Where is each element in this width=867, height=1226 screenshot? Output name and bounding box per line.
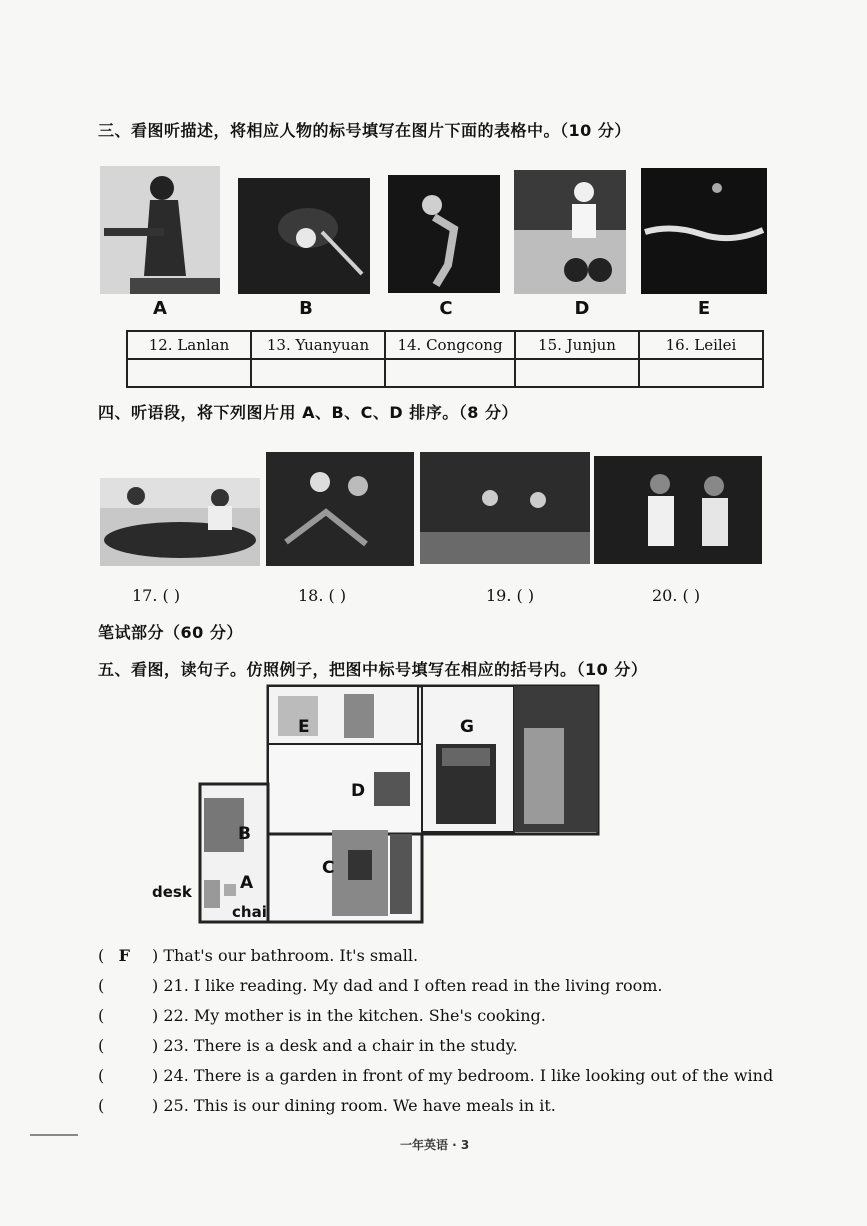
open-bracket: (: [98, 1006, 105, 1025]
plan-letter-c: C: [322, 858, 335, 878]
photo-c: [388, 175, 500, 293]
answer-cell[interactable]: [385, 359, 515, 387]
order-item-17[interactable]: 17. ( ): [132, 586, 181, 605]
photo-a: [100, 166, 220, 294]
sentence-24[interactable]: [98, 1066, 781, 1085]
photo-e: [641, 168, 767, 294]
example-sentence: [98, 946, 418, 965]
page-footer: 一年英语 · 3: [400, 1138, 470, 1152]
photo-20: [594, 456, 762, 564]
section3-heading: 三、看图听描述，将相应人物的标号填写在图片下面的表格中。（10 分）: [98, 121, 631, 140]
photo-19: [420, 452, 590, 564]
open-bracket: (: [98, 1036, 105, 1055]
sentence-text: ) 22. My mother is in the kitchen. She's cooking.: [152, 1006, 546, 1025]
answer-cell[interactable]: [127, 359, 251, 387]
order-item-18[interactable]: 18. ( ): [298, 586, 347, 605]
plan-word-desk: desk: [152, 883, 192, 901]
table-header-cell: 12. Lanlan: [127, 331, 251, 359]
open-bracket: ( F: [98, 946, 152, 965]
answer-table: [126, 330, 764, 388]
plan-word-chair: chai: [232, 903, 267, 921]
table-header-cell: 13. Yuanyuan: [251, 331, 385, 359]
answer-cell[interactable]: [515, 359, 639, 387]
photo-label-b: B: [299, 298, 313, 319]
table-header-cell: 14. Congcong: [385, 331, 515, 359]
sentence-21[interactable]: [98, 976, 663, 995]
floor-plan: [198, 684, 602, 924]
example-answer: F: [118, 946, 130, 965]
plan-letter-a: A: [240, 873, 254, 893]
example-text: ) That's our bathroom. It's small.: [152, 946, 419, 965]
open-bracket: (: [98, 1066, 105, 1085]
photo-label-c: C: [439, 298, 453, 319]
photo-b: [238, 178, 370, 294]
sentence-25[interactable]: [98, 1096, 556, 1115]
section5-heading: 五、看图，读句子。仿照例子，把图中标号填写在相应的括号内。（10 分）: [98, 660, 648, 679]
table-header-cell: 16. Leilei: [639, 331, 763, 359]
open-bracket: (: [98, 1096, 105, 1115]
answer-cell[interactable]: [251, 359, 385, 387]
photo-18: [266, 452, 414, 566]
photo-label-e: E: [697, 298, 711, 319]
plan-letter-e: E: [298, 717, 310, 737]
photo-label-d: D: [574, 298, 590, 319]
table-header-cell: 15. Junjun: [515, 331, 639, 359]
photo-17: [100, 478, 260, 566]
sentence-22[interactable]: [98, 1006, 546, 1025]
order-item-20[interactable]: 20. ( ): [652, 586, 701, 605]
sentence-text: ) 24. There is a garden in front of my bedroom. I like looking out of the wind: [152, 1066, 774, 1085]
sentence-text: ) 25. This is our dining room. We have meals in it.: [152, 1096, 556, 1115]
photo-d: [514, 170, 626, 294]
sentence-text: ) 23. There is a desk and a chair in the study.: [152, 1036, 518, 1055]
open-bracket: (: [98, 976, 105, 995]
plan-letter-g: G: [460, 717, 474, 737]
order-item-19[interactable]: 19. ( ): [486, 586, 535, 605]
footer-rule: [30, 1134, 78, 1136]
sentence-23[interactable]: [98, 1036, 518, 1055]
plan-letter-b: B: [238, 824, 251, 844]
written-part-heading: 笔试部分（60 分）: [98, 623, 243, 642]
section4-heading: 四、听语段，将下列图片用 A、B、C、D 排序。（8 分）: [98, 403, 518, 422]
plan-letter-d: D: [351, 781, 366, 801]
answer-cell[interactable]: [639, 359, 763, 387]
photo-label-a: A: [153, 298, 167, 319]
sentence-text: ) 21. I like reading. My dad and I often read in the living room.: [152, 976, 663, 995]
